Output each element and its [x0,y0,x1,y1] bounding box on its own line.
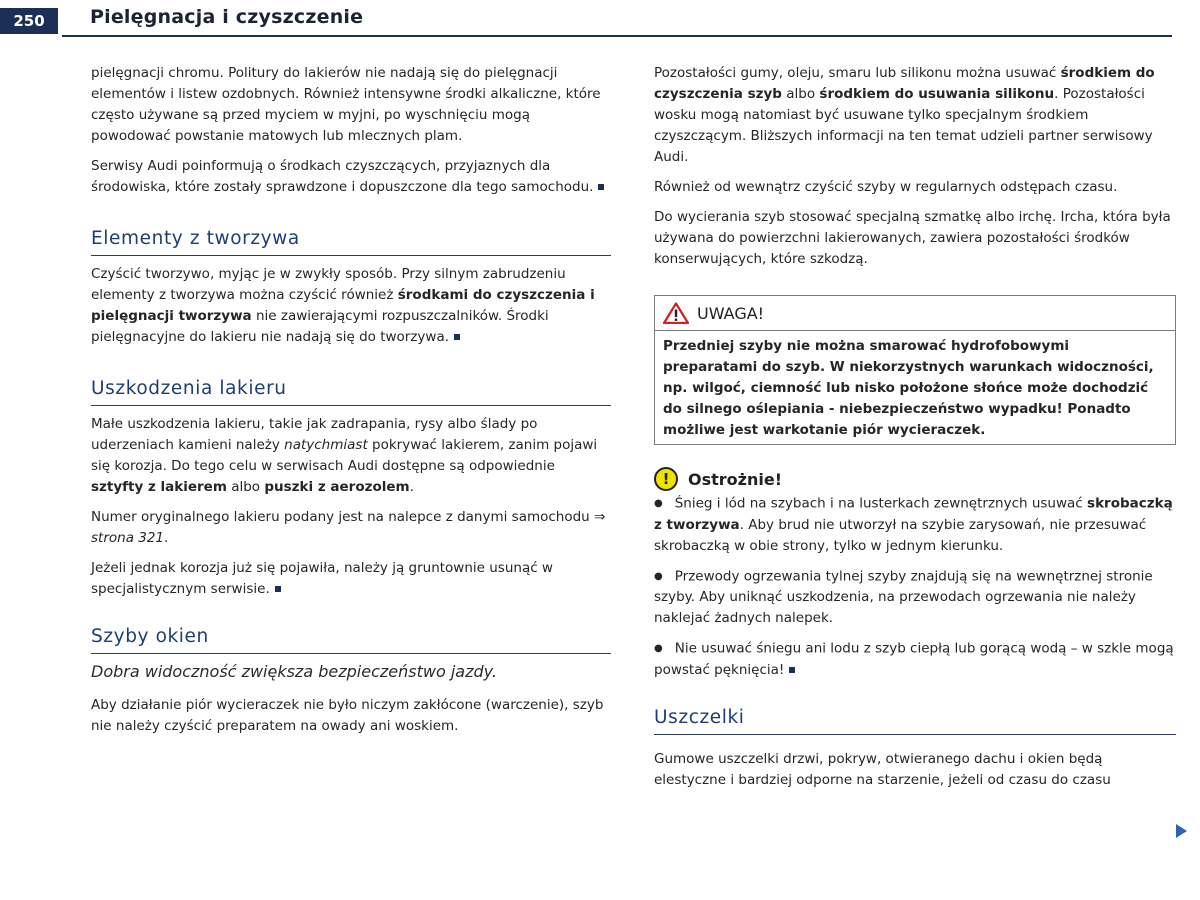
caution-header [654,467,1176,491]
bullet-icon: ● [654,643,663,654]
chamois-paragraph: Do wycierania szyb stosować specjalną szmatkę albo irchę. Ircha, która była używana do powierzchni lakierowanych, zawiera pozostałości środków konserwujących, które szkodzą. [654,209,1171,267]
seals-paragraph: Gumowe uszczelki drzwi, pokryw, otwieranego dachu i okien będą elestyczne i bardziej odporne na starzenie, jeżeli od czasu do czasu [654,750,1111,788]
plastic-paragraph [91,264,611,348]
list-item [654,638,1176,681]
heading-windows: Szyby okien [91,626,611,654]
paint-damage-paragraph [91,414,611,498]
residue-text-a: Pozostałości gumy, oleju, smaru lub silikonu można usuwać [654,65,1061,81]
bullet1-text-b: skrobaczką z tworzywa [654,495,1173,533]
residue-text-d: środkiem do usuwania silikonu [819,86,1055,102]
residue-text-e: . Pozostałości wosku mogą natomiast być usuwane tylko specjalnym środkiem czyszczącym. Bliższych informacji na ten temat udzieli partner serwisowy Audi. [654,86,1153,165]
residue-text-b: środkiem do czyszczenia szyb [654,65,1155,102]
dealer-info-paragraph [91,156,611,198]
caution-exclamation-icon: ! [654,467,678,491]
bullet3-text: Nie usuwać śniegu ani lodu z szyb ciepłą lub gorącą wodą – w szkle mogą powstać pęknięcia! [654,640,1174,678]
paint2-text-a: Numer oryginalnego lakieru podany jest na nalepce z danymi samochodu [91,509,595,525]
inside-cleaning-paragraph: Również od wewnątrz czyścić szyby w regularnych odstępach czasu. [654,179,1118,195]
list-item [654,493,1176,557]
paint-text-a: Małe uszkodzenia lakieru, takie jak zadrapania, rysy albo ślady po uderzeniach kamieni należy [91,416,538,453]
end-of-section-icon [789,667,795,673]
paint-text-g: . [409,479,414,495]
bullet-icon: ● [654,570,663,582]
residue-text-c: albo [781,86,820,102]
plastic-text-a: Czyścić tworzywo, myjąc je w zwykły sposób. Przy silnym zabrudzeniu elementy z tworzywa można czyścić również [91,266,566,303]
paint-text-b: natychmiast [284,437,368,453]
end-of-section-icon [598,184,604,190]
corrosion-paragraph [91,558,611,600]
left-column [91,63,611,746]
page-number: 250 [0,8,58,34]
warning-text: Przedniej szyby nie można smarować hydrofobowymi preparatami do szyb. W niekorzystnych warunkach widoczności, np. wilgoć, ciemność lub nisko położone słońce może dochodzić do silnego oślepiania - niebezpieczeństwo wypadku! Ponadto możliwe jest warkotanie piór wycieraczek. [663,338,1154,438]
cross-reference-arrow: ⇒ [594,509,606,525]
residue-paragraph [654,63,1176,168]
paint-text-f: puszki z aerozolem [264,479,410,495]
paint-text-c: pokrywać lakierem, zanim pojawi się korozja. Do tego celu w serwisach Audi dostępne są odpowiednie [91,437,598,474]
warning-box [654,295,1176,445]
bullet2-text: Przewody ogrzewania tylnej szyby znajdują się na wewnętrznej stronie szyby. Aby uniknąć uszkodzenia, na przewodach ogrzewania nie należy naklejać żadnych nalepek. [654,568,1153,626]
bullet-icon: ● [654,498,663,509]
end-of-section-icon [454,334,460,340]
continue-arrow-icon [1176,824,1187,838]
running-title: Pielęgnacja i czyszczenie [90,6,364,28]
warning-header [655,296,1175,331]
heading-plastic-elements: Elementy z tworzywa [91,228,611,256]
corrosion-text: Jeżeli jednak korozja już się pojawiła, należy ją gruntownie usunąć w specjalistycznym serwisie. [91,560,553,597]
warning-triangle-icon [663,302,689,324]
dealer-info-text: Serwisy Audi poinformują o środkach czyszczących, przyjaznych dla środowiska, które zostały sprawdzone i dopuszczone dla tego samochodu. [91,158,594,195]
windows-subtitle: Dobra widoczność zwiększa bezpieczeństwo jazdy. [91,662,497,681]
bullet1-text-a: Śnieg i lód na szybach i na lusterkach zewnętrznych usuwać [674,495,1088,512]
caution-title: Ostrożnie! [688,469,782,489]
plastic-text-b: środkami do czyszczenia i pielęgnacji tworzywa [91,287,595,324]
paint-number-paragraph [91,507,611,549]
warning-title: UWAGA! [697,303,765,323]
paint-text-d: sztyfty z lakierem [91,479,227,495]
page-reference-link[interactable]: strona 321 [91,530,165,546]
chrome-care-paragraph: pielęgnacji chromu. Politury do lakierów nie nadają się do pielęgnacji elementów i listew ozdobnych. Również intensywne środki alkaliczne, które często używane są przed myciem w myjni, po wyschnięciu mogą powodować powstanie matowych lub mlecznych plam. [91,65,601,144]
paint-text-e: albo [226,479,265,495]
paint2-text-c: . [164,530,169,546]
list-item [654,566,1176,630]
bullet1-text-c: . Aby brud nie utworzył na szybie zarysowań, nie przesuwać skrobaczką w obie strony, tylko w jednym kierunku. [654,516,1147,554]
end-of-section-icon [275,586,281,592]
plastic-text-c: nie zawierającymi rozpuszczalników. Środki pielęgnacyjne do lakieru nie nadają się do tworzywa. [91,308,549,345]
right-column [654,63,1176,800]
heading-paint-damage: Uszkodzenia lakieru [91,378,611,406]
heading-seals: Uszczelki [654,707,1176,735]
windows-paragraph: Aby działanie piór wycieraczek nie było niczym zakłócone (warczenie), szyb nie należy czyścić preparatem na owady ani woskiem. [91,697,604,734]
header-rule [62,35,1172,37]
